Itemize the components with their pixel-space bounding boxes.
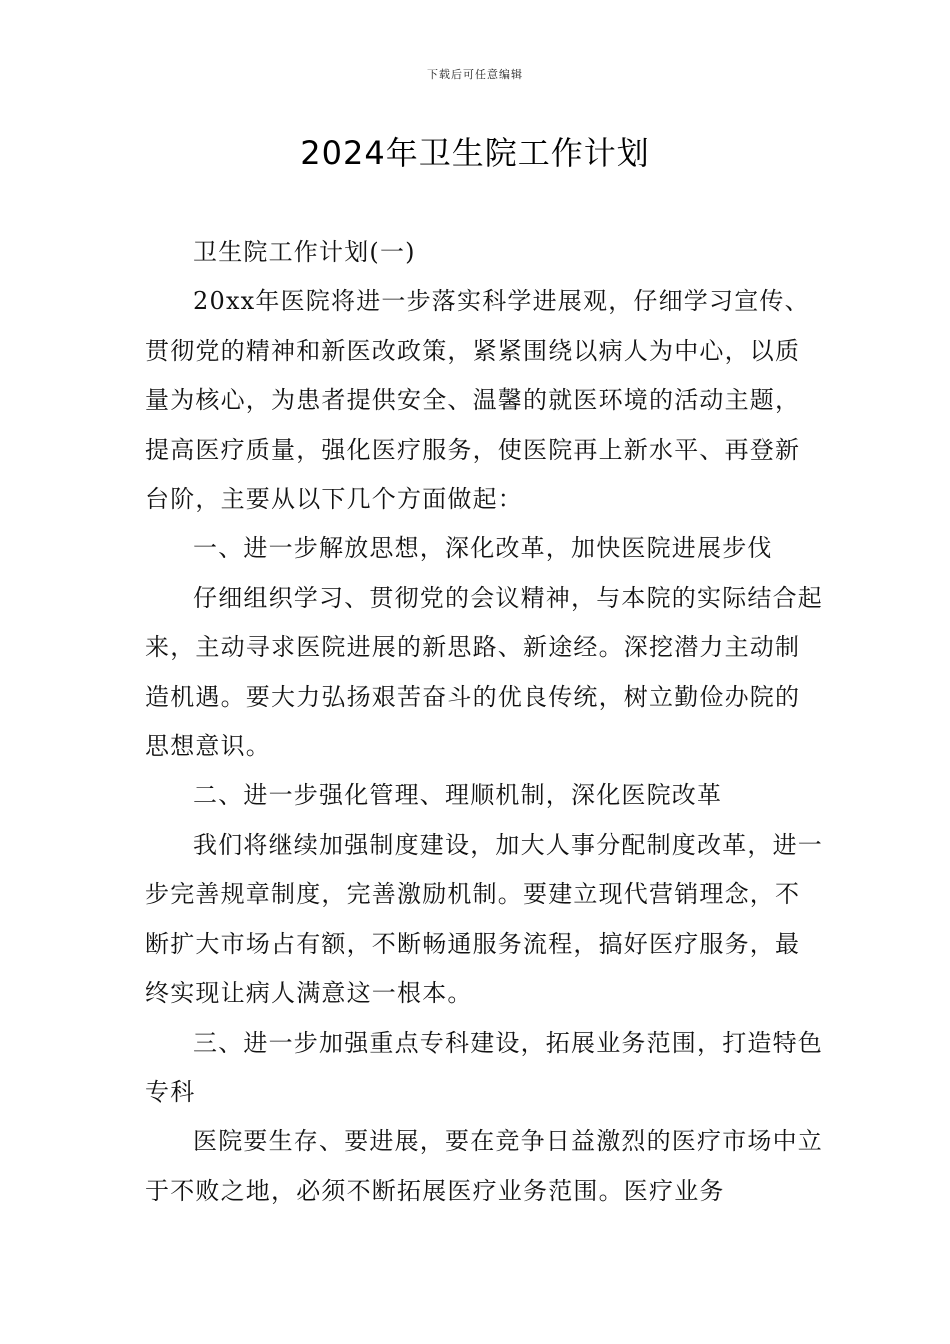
section-heading: 三、进一步加强重点专科建设，拓展业务范围，打造特色专科 <box>145 1028 823 1106</box>
section-heading: 二、进一步强化管理、理顺机制，深化医院改革 <box>193 781 723 810</box>
section-heading: 一、进一步解放思想，深化改革，加快医院进展步伐 <box>193 534 773 563</box>
header-note: 下载后可任意编辑 <box>427 68 523 81</box>
paragraph: 仔细组织学习、贯彻党的会议精神，与本院的实际结合起来，主动寻求医院进展的新思路、新途经。深挖潜力主动制造机遇。要大力弘扬艰苦奋斗的优良传统，树立勤俭办院的思想意识。 <box>145 583 823 761</box>
paragraph: 20xx年医院将进一步落实科学进展观，仔细学习宣传、贯彻党的精神和新医改政策，紧紧围绕以病人为中心，以质量为核心，为患者提供安全、温馨的就医环境的活动主题，提高医疗质量，强化医疗服务，使医院再上新水平、再登新台阶，主要从以下几个方面做起： <box>145 287 810 514</box>
paragraph: 我们将继续加强制度建设，加大人事分配制度改革，进一步完善规章制度，完善激励机制。要建立现代营销理念，不断扩大市场占有额，不断畅通服务流程，搞好医疗服务，最终实现让病人满意这一根本。 <box>145 830 823 1008</box>
document-body <box>145 228 825 1216</box>
section-heading: 卫生院工作计划(一) <box>193 238 416 266</box>
paragraph: 医院要生存、要进展，要在竞争日益激烈的医疗市场中立于不败之地，必须不断拓展医疗业务范围。医疗业务 <box>145 1127 823 1205</box>
page-title: 2024年卫生院工作计划 <box>300 134 650 172</box>
